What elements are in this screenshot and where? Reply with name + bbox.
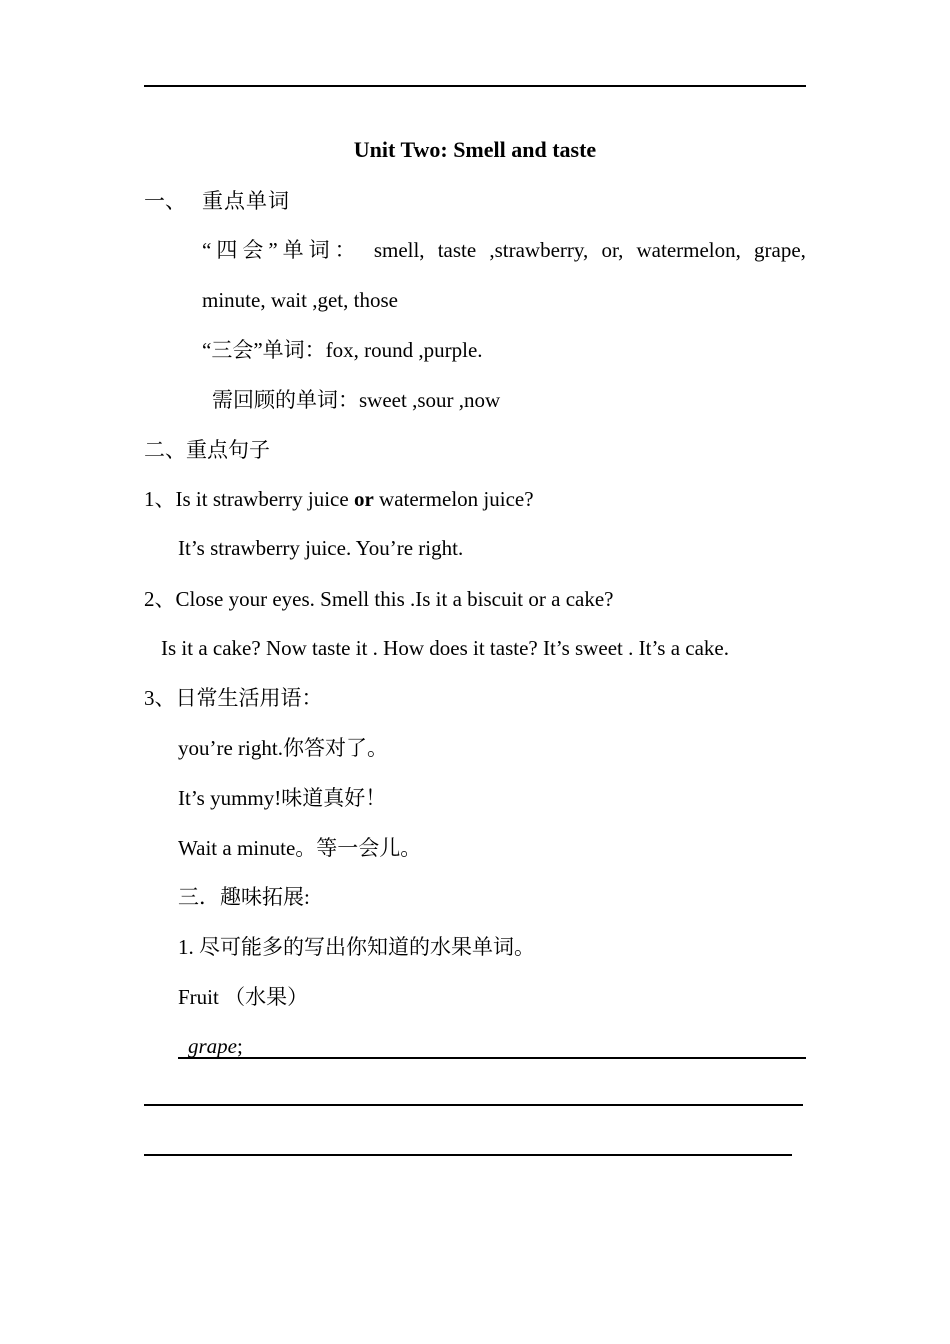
three-skill-words: “三会”单词：fox, round ,purple. (202, 338, 483, 362)
sentence-1 (144, 486, 534, 512)
answer-example-separator: ; (237, 1034, 243, 1058)
word-item: taste (437, 238, 477, 262)
word-item: smell, (373, 238, 425, 262)
sentence-1-answer: It’s strawberry juice. You’re right. (178, 536, 464, 560)
phrase-item: you’re right.你答对了。 (178, 736, 388, 760)
phrase-item: It’s yummy!味道真好！ (178, 786, 387, 810)
header-rule (144, 85, 806, 87)
word-item: watermelon, (636, 238, 741, 262)
sentence-1-suffix: watermelon juice? (373, 487, 534, 511)
sentence-1-prefix: 1、Is it strawberry juice (144, 487, 354, 511)
four-skill-words-line1 (202, 237, 806, 263)
word-item: or, (601, 238, 624, 262)
page-title: Unit Two: Smell and taste (353, 137, 597, 162)
word-item: grape, (754, 238, 806, 262)
answer-line-1[interactable] (178, 1033, 806, 1059)
answer-line-3[interactable] (144, 1154, 792, 1156)
answer-example-word: grape (188, 1034, 237, 1058)
sentence-2: 2、Close your eyes. Smell this .Is it a biscuit or a cake? (144, 587, 614, 611)
word-item: ,strawberry, (489, 238, 589, 262)
four-skill-label: “四会”单词： (202, 238, 361, 262)
review-words: 需回顾的单词：sweet ,sour ,now (212, 388, 501, 412)
section3-task: 1. 尽可能多的写出你知道的水果单词。 (178, 935, 535, 959)
sentence-1-bold-or: or (353, 487, 374, 511)
section1-heading: 重点单词 (202, 189, 290, 213)
phrase-item: Wait a minute。等一会儿。 (178, 836, 422, 860)
answer-line-2[interactable] (144, 1104, 803, 1106)
sentence-3-heading: 3、日常生活用语： (144, 686, 323, 710)
fruit-category: Fruit （水果） (178, 985, 309, 1009)
sentence-2-answer: Is it a cake? Now taste it . How does it taste? It’s sweet . It’s a cake. (161, 636, 729, 660)
section3-heading: 三．趣味拓展: (178, 885, 310, 909)
section2-heading: 二、重点句子 (144, 438, 270, 462)
four-skill-words-line2: minute, wait ,get, those (202, 288, 398, 312)
section1-heading-number: 一、 (144, 189, 186, 213)
